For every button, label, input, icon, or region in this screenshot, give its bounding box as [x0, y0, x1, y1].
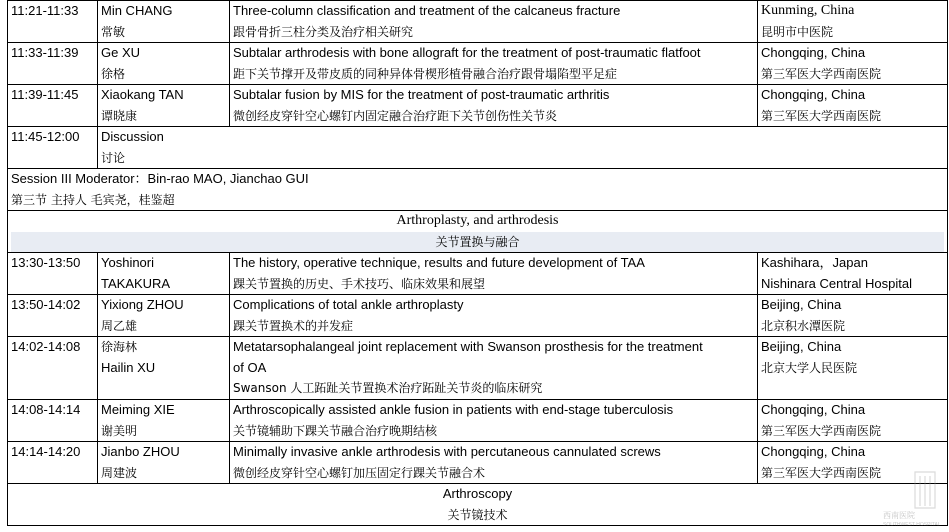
- table-row: [8, 442, 948, 484]
- session-header-cell: [8, 169, 948, 211]
- footer-title-cell: [8, 484, 948, 526]
- time-text: 14:14-14:20: [11, 444, 81, 459]
- table-row: [8, 43, 948, 85]
- time-text: 14:08-14:14: [11, 402, 81, 417]
- topic-cell: [230, 400, 758, 442]
- place-cn: 北京积水潭医院: [761, 318, 846, 333]
- place-cell: [758, 253, 948, 295]
- footer-title-en: Arthroscopy: [442, 486, 513, 501]
- place-en: Kashihara，Japan: [761, 255, 868, 270]
- schedule-body-part1: [8, 1, 948, 526]
- place-en: Beijing, China: [761, 297, 842, 312]
- time-cell: [8, 1, 98, 43]
- place-en: Chongqing, China: [761, 45, 866, 60]
- topic-cell: [230, 337, 758, 400]
- time-cell: [8, 295, 98, 337]
- time-cell: [8, 337, 98, 400]
- topic-cn: 微创经皮穿针空心螺钉内固定融合治疗距下关节创伤性关节炎: [233, 108, 558, 123]
- place-en: Beijing, China: [761, 339, 842, 354]
- speaker-name-last: TAKAKURA: [101, 275, 171, 291]
- session-moderator-cn: 第三节 主持人 毛宾尧，桂鉴超: [11, 192, 175, 207]
- topic-en: Three-column classification and treatment of the calcaneus fracture: [233, 3, 621, 18]
- speaker-cell: [98, 295, 230, 337]
- place-cell: [758, 295, 948, 337]
- topic-cn: 踝关节置换的历史、手术技巧、临床效果和展望: [233, 276, 486, 291]
- speaker-name-first: Yoshinori: [101, 255, 155, 270]
- session-title-row: [8, 211, 948, 253]
- time-text: 13:30-13:50: [11, 255, 81, 270]
- time-cell: [8, 43, 98, 85]
- time-text: 14:02-14:08: [11, 339, 81, 354]
- topic-en: Arthroscopically assisted ankle fusion in patients with end-stage tuberculosis: [233, 402, 674, 417]
- topic-en-cont: of OA: [233, 359, 267, 375]
- table-row: [8, 85, 948, 127]
- place-cn: 北京大学人民医院: [761, 360, 858, 375]
- topic-cn: 跟骨骨折三柱分类及治疗相关研究: [233, 24, 414, 39]
- speaker-cell: [98, 43, 230, 85]
- time-text: 11:33-11:39: [11, 45, 79, 60]
- place-en: Chongqing, China: [761, 444, 866, 459]
- speaker-name-en: Ge XU: [101, 45, 141, 60]
- topic-en: Minimally invasive ankle arthrodesis with percutaneous cannulated screws: [233, 444, 661, 459]
- place-cn: 第三军医大学西南医院: [761, 465, 882, 480]
- time-text: 11:21-11:33: [11, 3, 79, 18]
- topic-cell: [230, 295, 758, 337]
- topic-cell: [230, 253, 758, 295]
- session-title-cell: [8, 211, 948, 253]
- speaker-name-en: Jianbo ZHOU: [101, 444, 180, 459]
- time-cell: [8, 253, 98, 295]
- speaker-name-en: Xiaokang TAN: [101, 87, 184, 102]
- session-title-cn: 关节置换与融合: [11, 232, 944, 253]
- speaker-name-cn: 徐海林: [101, 340, 138, 354]
- watermark-text-cn: 西南医院: [883, 511, 915, 520]
- topic-cn: 微创经皮穿针空心螺钉加压固定行踝关节融合术: [233, 465, 486, 480]
- speaker-name-en: Meiming XIE: [101, 402, 175, 417]
- place-en: Kunming, China: [761, 3, 855, 18]
- topic-cell: [230, 85, 758, 127]
- topic-en: Subtalar arthrodesis with bone allograft for the treatment of post-traumatic flatfoot: [233, 45, 701, 60]
- speaker-cell: [98, 85, 230, 127]
- place-cn: 昆明市中医院: [761, 24, 834, 39]
- footer-title-cn: 关节镜技术: [447, 507, 508, 522]
- speaker-name-cn: 常敏: [101, 24, 126, 39]
- session-title-en: Arthroplasty, and arthrodesis: [396, 213, 559, 228]
- place-cell: [758, 337, 948, 400]
- table-row: [8, 400, 948, 442]
- topic-cell: [230, 442, 758, 484]
- time-text: 11:45-12:00: [11, 129, 80, 144]
- table-row: [8, 253, 948, 295]
- schedule-table: [7, 0, 948, 526]
- time-cell: [8, 127, 98, 169]
- speaker-name-en: Hailin XU: [101, 359, 156, 375]
- time-text: 13:50-14:02: [11, 297, 81, 312]
- table-row: [8, 127, 948, 169]
- session-header-row: [8, 169, 948, 211]
- topic-cn: 关节镜辅助下踝关节融合治疗晚期结核: [233, 423, 438, 438]
- topic-en: Subtalar fusion by MIS for the treatment of post-traumatic arthritis: [233, 87, 610, 102]
- topic-cn: Swanson 人工跖趾关节置换术治疗跖趾关节炎的临床研究: [233, 381, 543, 395]
- place-cell: [758, 400, 948, 442]
- table-row: [8, 295, 948, 337]
- speaker-name-en: Min CHANG: [101, 3, 173, 18]
- topic-cn: 踝关节置换术的并发症: [233, 318, 354, 333]
- discussion-cn: 讨论: [101, 150, 126, 165]
- topic-cell: [230, 1, 758, 43]
- speaker-name-cn: 周乙雄: [101, 318, 138, 333]
- topic-en: Metatarsophalangeal joint replacement with Swanson prosthesis for the treatment: [233, 339, 703, 354]
- discussion-en: Discussion: [101, 129, 164, 144]
- topic-cn: 距下关节撑开及带皮质的同种异体骨楔形植骨融合治疗跟骨塌陷型平足症: [233, 66, 618, 81]
- speaker-name-cn: 谭晓康: [101, 108, 138, 123]
- discussion-cell: [98, 127, 948, 169]
- place-en: Chongqing, China: [761, 402, 866, 417]
- speaker-cell: [98, 442, 230, 484]
- topic-cell: [230, 43, 758, 85]
- place-cell: [758, 43, 948, 85]
- speaker-name-cn: 周建波: [101, 465, 138, 480]
- table-row: [8, 1, 948, 43]
- speaker-cell: [98, 337, 230, 400]
- time-cell: [8, 400, 98, 442]
- topic-en: The history, operative technique, results and future development of TAA: [233, 255, 645, 270]
- place-cell: [758, 85, 948, 127]
- session-title-row: [8, 484, 948, 526]
- topic-en: Complications of total ankle arthroplasty: [233, 297, 464, 312]
- watermark-text-en: SOUTHWEST HOSPITAL: [883, 522, 941, 528]
- speaker-name-cn: 徐格: [101, 66, 126, 81]
- speaker-name-cn: 谢美明: [101, 423, 138, 438]
- place-cell: [758, 1, 948, 43]
- time-cell: [8, 85, 98, 127]
- time-cell: [8, 442, 98, 484]
- time-text: 11:39-11:45: [11, 87, 79, 102]
- place-en: Chongqing, China: [761, 87, 866, 102]
- speaker-cell: [98, 253, 230, 295]
- session-moderator-en: Session III Moderator：Bin-rao MAO, Jianchao GUI: [11, 171, 309, 186]
- place-cn: 第三军医大学西南医院: [761, 108, 882, 123]
- place-cn: 第三军医大学西南医院: [761, 423, 882, 438]
- hospital-watermark-logo: [875, 468, 945, 528]
- table-row: [8, 337, 948, 400]
- speaker-cell: [98, 400, 230, 442]
- place-cn: 第三军医大学西南医院: [761, 66, 882, 81]
- place-hospital: Nishinara Central Hospital: [761, 275, 913, 291]
- speaker-name-en: Yixiong ZHOU: [101, 297, 184, 312]
- speaker-cell: [98, 1, 230, 43]
